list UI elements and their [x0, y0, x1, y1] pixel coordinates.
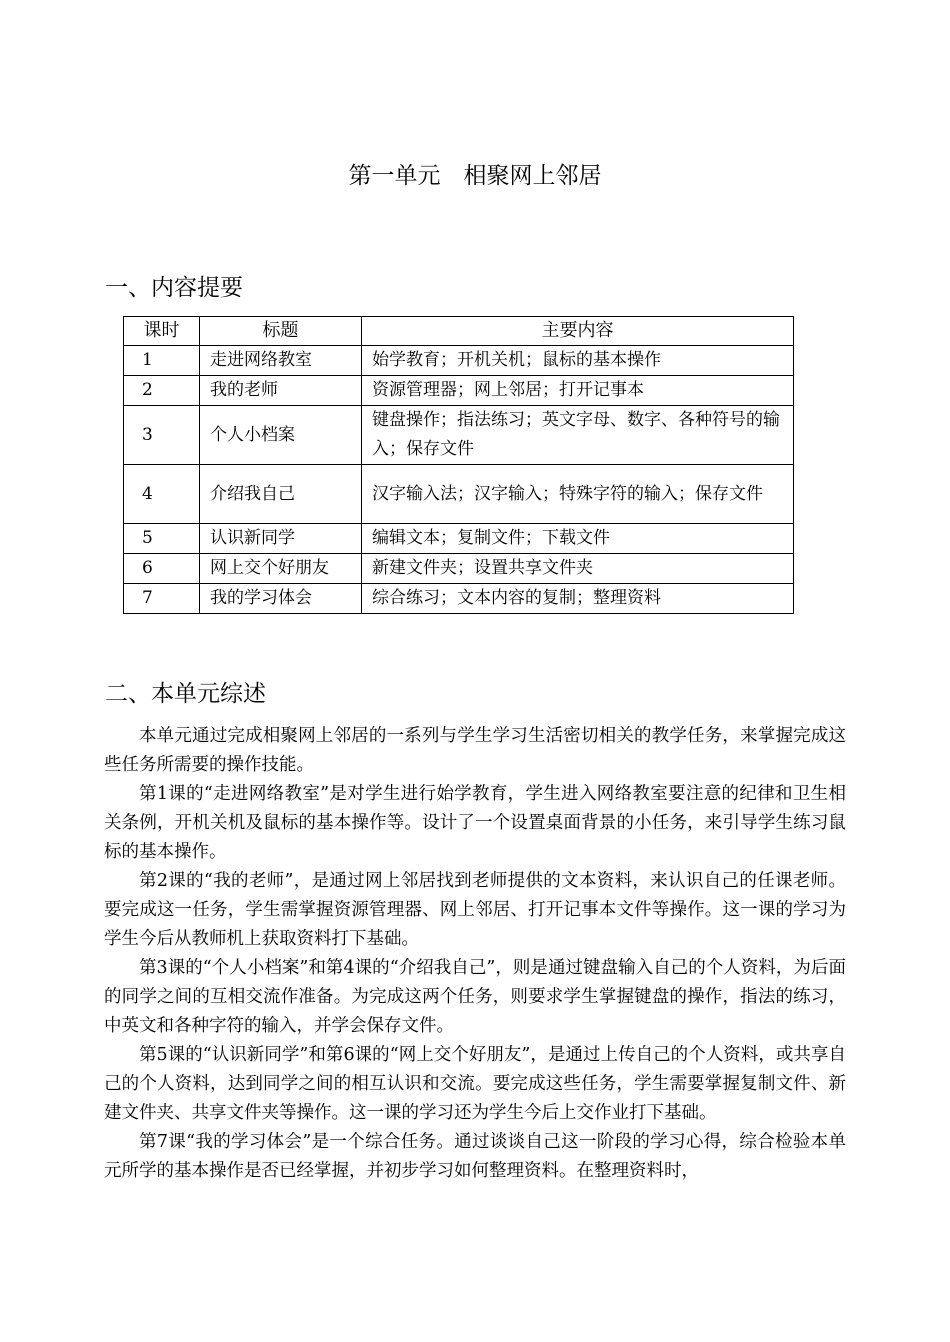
cell-title: 我的老师 — [200, 376, 362, 406]
overview-paragraph: 第2课的“我的老师”，是通过网上邻居找到老师提供的文本资料，来认识自己的任课老师。要完成这一任务，学生需掌握资源管理器、网上邻居、打开记事本文件等操作。这一课的学习为学生今后从教师机上获取资料打下基础。 — [104, 871, 846, 949]
cell-title: 我的学习体会 — [200, 584, 362, 614]
cell-title: 走进网络教室 — [200, 346, 362, 376]
cell-lesson: 2 — [124, 376, 200, 406]
cell-lesson: 4 — [124, 465, 200, 524]
cell-title: 介绍我自己 — [200, 465, 362, 524]
overview-paragraph: 第7课“我的学习体会”是一个综合任务。通过谈谈自己这一阶段的学习心得，综合检验本单元所学的基本操作是否已经掌握，并初步学习如何整理资料。在整理资料时， — [104, 1132, 846, 1181]
section-heading-overview: 二、本单元综述 — [105, 681, 266, 707]
table-row — [124, 406, 794, 465]
overview-body — [104, 722, 846, 1186]
cell-lesson: 1 — [124, 346, 200, 376]
overview-paragraph: 第5课的“认识新同学”和第6课的“网上交个好朋友”，是通过上传自己的个人资料，或共享自己的个人资料，达到同学之间的相互认识和交流。要完成这些任务，学生需要掌握复制文件、新建文件夹、共享文件夹等操作。这一课的学习还为学生今后上交作业打下基础。 — [104, 1045, 846, 1123]
cell-content: 资源管理器；网上邻居；打开记事本 — [362, 376, 794, 406]
cell-content: 编辑文本；复制文件；下载文件 — [362, 524, 794, 554]
cell-content: 综合练习；文本内容的复制；整理资料 — [362, 584, 794, 614]
cell-lesson: 7 — [124, 584, 200, 614]
overview-paragraph: 第3课的“个人小档案”和第4课的“介绍我自己”，则是通过键盘输入自己的个人资料，为后面的同学之间的互相交流作准备。为完成这两个任务，则要求学生掌握键盘的操作，指法的练习，中英文和各种字符的输入，并学会保存文件。 — [104, 958, 846, 1036]
content-summary-table — [123, 316, 794, 614]
header-content: 主要内容 — [362, 317, 794, 346]
page-title: 第一单元 相聚网上邻居 — [348, 163, 602, 189]
overview-paragraph: 第1课的“走进网络教室”是对学生进行始学教育，学生进入网络教室要注意的纪律和卫生相关条例，开机关机及鼠标的基本操作等。设计了一个设置桌面背景的小任务，来引导学生练习鼠标的基本操作。 — [104, 784, 846, 862]
table-row — [124, 584, 794, 614]
table-row — [124, 524, 794, 554]
table-header-row — [124, 317, 794, 346]
cell-title: 认识新同学 — [200, 524, 362, 554]
table-row — [124, 554, 794, 584]
cell-title: 个人小档案 — [200, 406, 362, 465]
cell-lesson: 3 — [124, 406, 200, 465]
cell-title: 网上交个好朋友 — [200, 554, 362, 584]
section-heading-summary: 一、内容提要 — [105, 275, 243, 301]
cell-content: 汉字输入法；汉字输入；特殊字符的输入；保存文件 — [362, 465, 794, 524]
cell-content: 始学教育；开机关机；鼠标的基本操作 — [362, 346, 794, 376]
header-lesson: 课时 — [124, 317, 200, 346]
table-row — [124, 376, 794, 406]
table-row — [124, 346, 794, 376]
cell-lesson: 5 — [124, 524, 200, 554]
cell-content: 键盘操作；指法练习；英文字母、数字、各种符号的输入；保存文件 — [362, 406, 794, 465]
header-title: 标题 — [200, 317, 362, 346]
cell-content: 新建文件夹；设置共享文件夹 — [362, 554, 794, 584]
table-row — [124, 465, 794, 524]
cell-lesson: 6 — [124, 554, 200, 584]
overview-paragraph: 本单元通过完成相聚网上邻居的一系列与学生学习生活密切相关的教学任务，来掌握完成这些任务所需要的操作技能。 — [104, 726, 846, 775]
